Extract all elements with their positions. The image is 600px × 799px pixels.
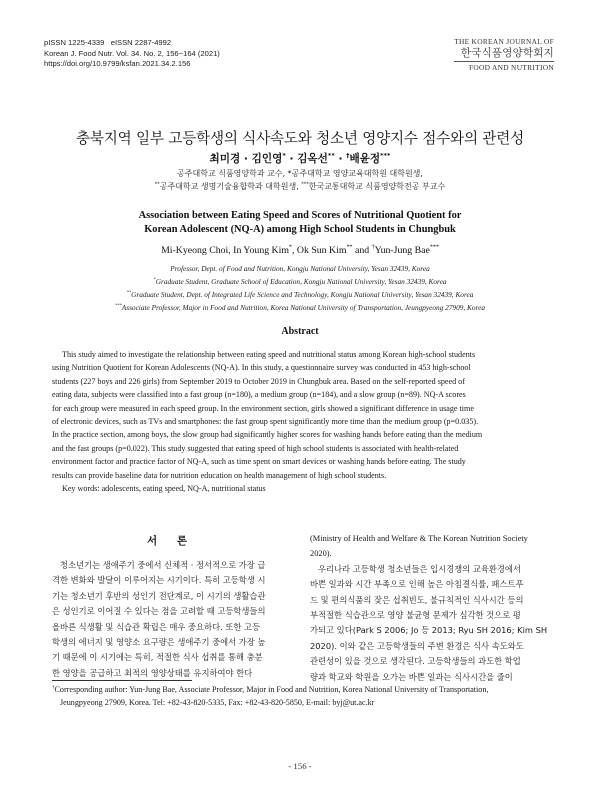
doi-link[interactable]: https://doi.org/10.9799/ksfan.2021.34.2.156 — [44, 59, 191, 69]
abstract-line: results can provide baseline data for nutrition education on health management of high school students. — [52, 470, 387, 480]
english-affiliation-line4: ***Associate Professor, Major in Food and Nutrition, Korea National University of Transportation, Jeungpyeong 27909, Korea — [115, 302, 485, 312]
abstract-line: of electronic devices, such as TVs and smartphones: the fast group spent significantly more time than the medium group (p=0.035). — [52, 417, 479, 427]
english-authors: Mi-Kyeong Choi, In Young Kim*, Ok Sun Kim** and †Yun-Jung Bae*** — [161, 244, 439, 256]
footnote-divider — [52, 680, 192, 681]
intro-line: 청소년기는 생애주기 중에서 신체적 · 정서적으로 가장 급 — [60, 560, 266, 570]
intro-heading: 서 론 — [147, 535, 195, 547]
journal-name-ko: 한국식품영양학회지 — [460, 47, 554, 59]
eissn-text: eISSN 2287-4992 — [110, 38, 172, 47]
corresponding-author-footnote: †Corresponding author: Yun-Jung Bae, Associate Professor, Major in Food and Nutrition, Korea National University of Transportation, Jeungpyeong 27909, Korea. Tel: +82-43-820-5335, Fax: +82-43-820-5850, E-mail: byj@ut.ac.kr — [52, 685, 489, 708]
korean-authors: 최미경 · 김인영* · 김옥선** · †배윤정*** — [209, 151, 391, 165]
intro-line: 격한 변화와 발달이 이루어지는 시기이다. 특히 고등학생 시 — [52, 575, 266, 586]
abstract-line: In the practice section, among boys, the slow group had significantly higher scores for washing hands before eating than the medium — [52, 430, 483, 440]
abstract-line: eating data, subjects were classified into a fast group (n=180), a medium group (n=184), and a slow group (n=89). NQ-A scores — [52, 390, 466, 400]
intro-line: 은 성인기로 이어질 수 있다는 점을 고려할 때 고등학생들의 — [52, 606, 266, 617]
english-affiliation-line3: **Graduate Student, Dept. of Integrated Life Science and Technology, Kongju National University, Yesan 32439, Korea — [126, 289, 474, 299]
intro-line: 올바른 식생활 및 식습관 확립은 매우 중요하다. 또한 고등 — [52, 621, 261, 632]
korean-affiliation-line1: 공주대학교 식품영양학과 교수, *공주대학교 영양교육대학원 대학원생, — [177, 169, 423, 178]
korean-affiliation-line2: **공주대학교 생명기술융합학과 대학원생, ***한국교통대학교 식품영양학전공 부교수 — [154, 181, 446, 191]
header-meta — [44, 38, 220, 70]
abstract-line: environment factor and practice factor of NQ-A, such as time spent on smart devices or washing hands before eating. The study — [52, 457, 466, 467]
intro-line: 가되고 있다(Park S 2006; Jo 등 2013; Ryu SH 2016; Kim SH — [310, 625, 548, 636]
english-affiliation-line2: *Graduate Student, Graduate School of Education, Kongju National University, Yesan 32439, Korea — [153, 276, 447, 286]
intro-right-column — [310, 531, 550, 685]
intro-line: 량과 학교와 학원을 오가는 바쁜 일과는 식사시간을 줄이 — [310, 671, 513, 682]
pissn-text: pISSN 1225-4339 eISSN 2287-4992 — [44, 38, 172, 47]
citation-text: Korean J. Food Nutr. Vol. 34. No. 2, 156~164 (2021) — [44, 48, 220, 58]
journal-logo — [454, 36, 554, 73]
korean-title: 충북지역 일부 고등학생의 식사속도와 청소년 영양지수 점수와의 관련성 — [75, 130, 524, 147]
abstract-heading: Abstract — [281, 326, 319, 337]
english-title: Association between Eating Speed and Scores of Nutritional Quotient for Korean Adolescent (NQ-A) among High School Students in Chungbuk — [138, 210, 462, 236]
abstract-line: for each group were measured in each speed group. In the environment section, girls showed a significant difference in usage time — [52, 403, 474, 413]
journal-divider — [454, 61, 554, 62]
intro-line: 부적절한 식습관으로 영양 불균형 문제가 심각한 것으로 평 — [310, 610, 521, 621]
intro-line: (Ministry of Health and Welfare & The Korean Nutrition Society — [310, 534, 528, 543]
intro-left-column — [52, 558, 290, 681]
intro-line: 우리나라 고등학생 청소년들은 입시경쟁의 교육환경에서 — [318, 563, 521, 574]
abstract-body — [52, 348, 548, 495]
journal-name-en-top: THE KOREAN JOURNAL OF — [454, 37, 554, 46]
journal-name-en-bottom: FOOD AND NUTRITION — [468, 63, 554, 72]
page-number: - 156 - — [288, 761, 312, 771]
intro-line: 기는 청소년기 후반의 성인기 전단계로, 이 시기의 생활습관 — [52, 590, 266, 601]
intro-line: 관련성이 있을 것으로 생각된다. 고등학생들의 과도한 학업 — [310, 656, 521, 667]
intro-line: 기 때문에 이 시기에는 특히, 적절한 식사 섭취를 통해 충분 — [52, 652, 263, 663]
abstract-line: and the fast groups (p=0.022). This study suggested that eating speed of high school students is associated with health-related — [52, 443, 459, 453]
abstract-line: using Nutrition Quotient for Korean Adolescents (NQ-A). In this study, a questionnaire survey was conducted in 453 high-school — [52, 363, 471, 373]
intro-line: 바쁜 일과와 시간 부족으로 인해 높은 아침결식률, 패스트푸 — [310, 579, 524, 590]
abstract-line: This study aimed to investigate the relationship between eating speed and nutritional status among Korean high-school students — [62, 350, 476, 359]
intro-line: 2020). 이와 같은 고등학생들의 주변 환경은 식사 속도와도 — [310, 640, 524, 651]
keywords: Key words: adolescents, eating speed, NQ-A, nutritional status — [62, 484, 266, 494]
intro-line: 한 영양을 공급하고 최적의 영양상태를 유지하여야 한다 — [52, 667, 253, 678]
english-affiliation-line1: Professor, Dept. of Food and Nutrition, Kongju National University, Yesan 32439, Korea — [170, 264, 430, 273]
abstract-line: students (227 boys and 226 girls) from September 2019 to October 2019 in Chungbuk area. Based on the self-reported speed of — [52, 376, 465, 386]
intro-line: 학생의 에너지 및 영양소 요구량은 생애주기 중에서 가장 높 — [52, 637, 266, 648]
intro-line: 2020). — [310, 549, 332, 559]
intro-line: 드 및 편의식품의 잦은 섭취빈도, 불규칙적인 식사시간 등의 — [310, 594, 524, 605]
